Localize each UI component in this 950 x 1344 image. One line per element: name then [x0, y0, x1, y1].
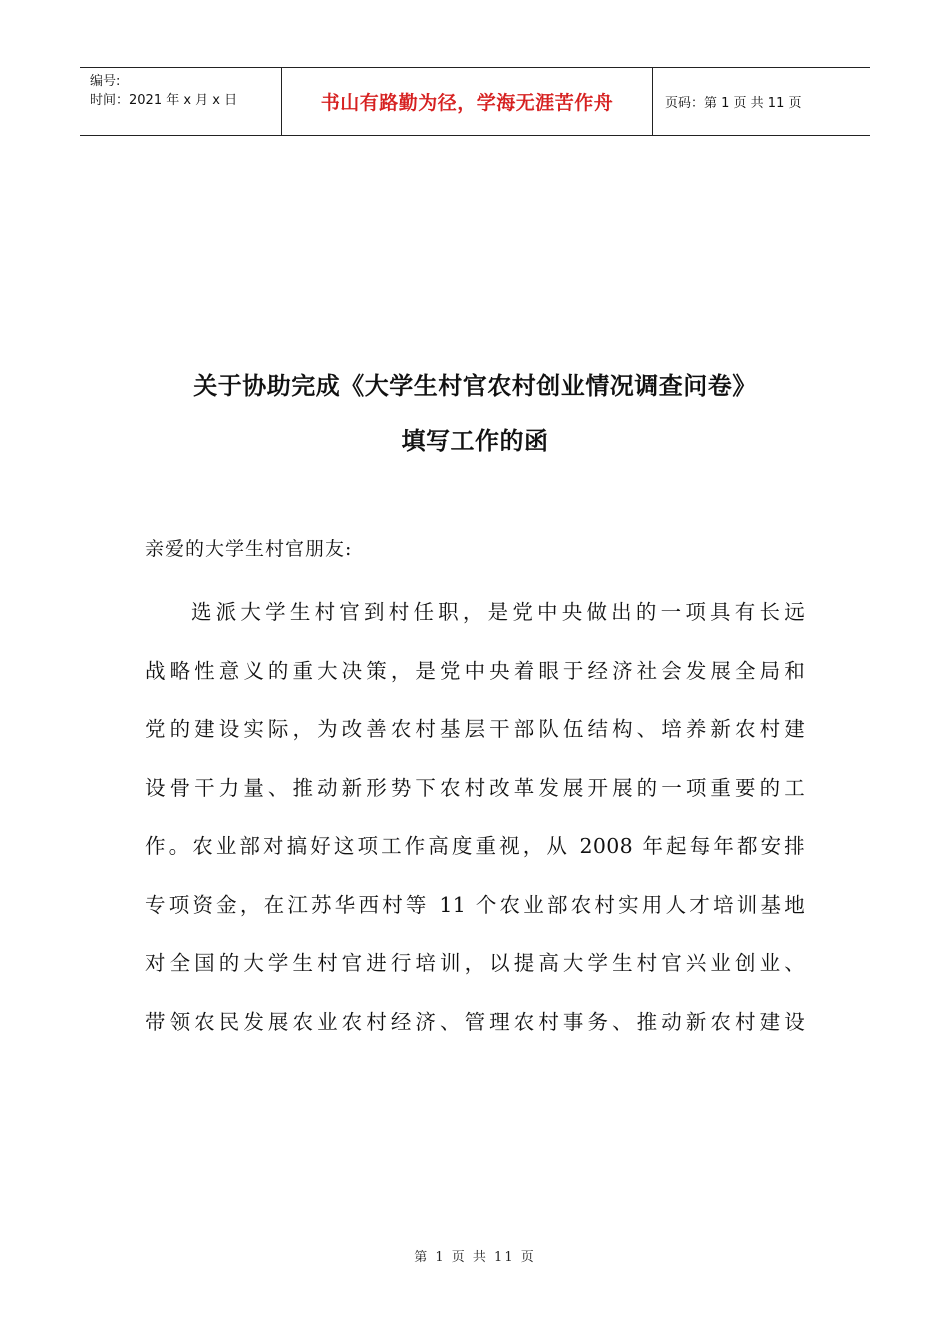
- body-line: 选派大学生村官到村任职，是党中央做出的一项具有长远: [191, 600, 805, 624]
- page-code: 页码：第 1 页 共 11 页: [665, 96, 802, 111]
- body-line: 战略性意义的重大决策，是党中央着眼于经济社会发展全局和: [145, 658, 805, 683]
- header-page-code-cell: [653, 68, 870, 135]
- header-table: [80, 67, 870, 136]
- document-title-line-1: 关于协助完成《大学生村官农村创业情况调查问卷》: [193, 372, 757, 400]
- body-text: [145, 592, 805, 1060]
- time-label: 时间：2021 年 x 月 x 日: [90, 93, 238, 108]
- body-line: 专项资金，在江苏华西村等 11 个农业部农村实用人才培训基地: [145, 892, 805, 917]
- body-line: 设骨干力量、推动新形势下农村改革发展开展的一项重要的工: [145, 775, 805, 800]
- body-line: 作。农业部对搞好这项工作高度重视，从 2008 年起每年都安排: [145, 834, 805, 858]
- body-line: 对全国的大学生村官进行培训，以提高大学生村官兴业创业、: [145, 951, 805, 975]
- body-line: 带领农民发展农业农村经济、管理农村事务、推动新农村建设: [145, 1009, 805, 1034]
- page-footer: 第 1 页 共 11 页: [414, 1250, 536, 1265]
- body-line: 党的建设实际，为改善农村基层干部队伍结构、培养新农村建: [145, 717, 805, 741]
- header-meta: [80, 68, 282, 135]
- motto: 书山有路勤为径，学海无涯苦作舟: [320, 92, 614, 114]
- header-motto-cell: [282, 68, 653, 135]
- number-label: 编号:: [90, 74, 121, 89]
- document-title-line-2: 填写工作的函: [401, 427, 549, 455]
- salutation: 亲爱的大学生村官朋友:: [145, 538, 353, 560]
